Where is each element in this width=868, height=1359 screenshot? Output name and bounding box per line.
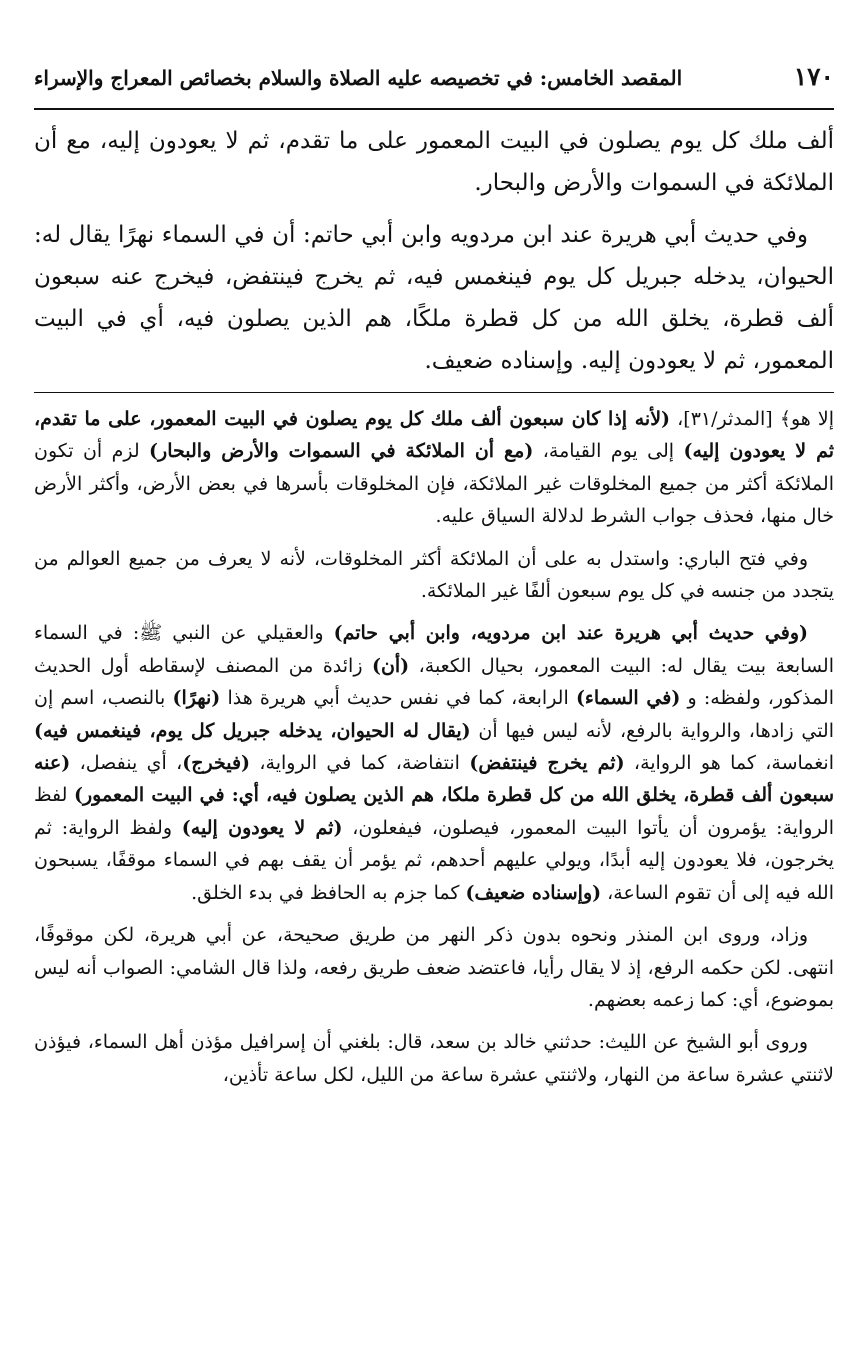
text-segment: لفظ الرواية: يؤمرون أن يأتوا البيت المعمور، فيصلون، فيفعلون، — [34, 784, 834, 839]
note-paragraph — [34, 403, 834, 533]
text-segment: وروى أبو الشيخ عن الليث: حدثني خالد بن سعد، قال: بلغني أن إسرافيل مؤذن أهل السماء، فيؤذن لاثنتي عشرة ساعة من النهار، ولاثنتي عشرة ساعة من الليل، لكل ساعة تأذين، — [34, 1031, 834, 1086]
note-paragraph — [34, 617, 834, 909]
text-segment: الرابعة، كما في نفس حديث أبي هريرة هذا — [220, 687, 576, 710]
page-header — [34, 62, 834, 106]
bold-quoted-text: (ثم يخرج فينتفض) — [469, 752, 625, 775]
text-segment: وفي فتح الباري: واستدل به على أن الملائكة أكثر المخلوقات، لأنه لا يعرف من جميع العوالم من يتجدد من جنسه في كل يوم سبعون ألفًا غير الملائكة. — [34, 547, 834, 603]
text-segment: والعقيلي عن النبي ﷺ: في السماء السابعة بيت يقال له: البيت المعمور، بحيال الكعبة، — [34, 622, 834, 677]
main-text — [34, 120, 834, 382]
bold-quoted-text: (يقال له الحيوان، يدخله جبريل كل يوم، فينغمس فيه) — [34, 719, 471, 742]
text-segment: ولفظ الرواية: ثم يخرجون، فلا يعودون إليه أبدًا، ويولي عليهم أحدهم، ثم يؤمر أن يقف بهم في السماء موقفًا، يسبحون الله فيه إلى أن تقوم الساعة، — [34, 816, 834, 904]
commentary-notes — [34, 403, 834, 1091]
text-segment: زائدة من المصنف لإسقاطه أول الحديث المذكور، ولفظه: و — [34, 654, 834, 710]
bold-quoted-text: (مع أن الملائكة في السموات والأرض والبحار) — [149, 440, 534, 463]
text-segment: بالنصب، اسم إن التي زادها، والرواية بالرفع، لأنه ليس فيها أن — [34, 687, 835, 742]
text-segment: وزاد، وروى ابن المنذر ونحوه بدون ذكر النهر من طريق صحيحة، عن أبي هريرة، لكن موقوفًا، انتهى. لكن حكمه الرفع، إذ لا يقال رأيا، فاعتضد ضعف طريق رفعه، ولذا قال الشامي: الصواب أنه ليس بموضوع، أي: كما زعمه بعضهم. — [34, 924, 834, 1011]
bold-quoted-text: (وإسناده ضعيف) — [465, 881, 602, 904]
bold-quoted-text: (نهرًا) — [172, 687, 221, 710]
text-segment: انغماسة، كما هو الرواية، — [624, 752, 835, 775]
note-paragraph — [34, 1026, 834, 1091]
bold-quoted-text: (ثم لا يعودون إليه) — [181, 816, 343, 839]
footnote-rule — [34, 392, 834, 393]
header-rule — [34, 108, 834, 110]
note-paragraph — [34, 543, 834, 608]
bold-quoted-text: (أن) — [371, 654, 410, 677]
running-title: المقصد الخامس: في تخصيصه عليه الصلاة والسلام بخصائص المعراج والإسراء — [34, 66, 683, 90]
text-segment: إلا هو﴾ [المدثر/٣١]، — [670, 408, 834, 430]
text-segment: كما جزم به الحافظ في بدء الخلق. — [191, 881, 466, 904]
text-segment: انتفاضة، كما في الرواية، — [250, 752, 470, 775]
bold-quoted-text: (فيخرج) — [182, 752, 251, 775]
text-segment: لزم أن تكون الملائكة أكثر من جميع المخلوقات غير الملائكة، فإن المخلوقات بأسرها في بعض الأرض، وأكثر الأرض خال منها، فحذف جواب الشرط لدلالة السياق عليه. — [34, 440, 834, 528]
note-paragraph — [34, 919, 834, 1016]
text-segment: وفي حديث أبي هريرة عند ابن مردويه وابن أبي حاتم: أن في السماء نهرًا يقال له: الحيوان، يدخله جبريل كل يوم فينغمس فيه، ثم يخرج فينتفض، فيخرج عنه سبعون ألف قطرة، يخلق الله من كل قطرة ملكًا، هم الذين يصلون فيه، أي في البيت المعمور، ثم لا يعودون إليه. وإسناده ضعيف. — [34, 222, 834, 374]
main-paragraph — [34, 120, 834, 204]
main-paragraph — [34, 214, 834, 382]
page-number: ١٧٠ — [793, 62, 834, 91]
text-segment: ألف ملك كل يوم يصلون في البيت المعمور على ما تقدم، ثم لا يعودون إليه، مع أن الملائكة في السموات والأرض والبحار. — [34, 128, 834, 196]
text-segment: ، أي ينفصل، — [70, 752, 183, 775]
text-segment: إلى يوم القيامة، — [533, 440, 684, 463]
bold-quoted-text: (لأنه إذا كان سبعون ألف ملك كل يوم يصلون في البيت المعمور، على ما تقدم، ثم لا يعودون إليه) — [34, 408, 835, 463]
bold-quoted-text: (عنه سبعون ألف قطرة، يخلق الله من كل قطرة ملكا، هم الذين يصلون فيه، أي: في البيت المعمور) — [34, 752, 834, 807]
bold-quoted-text: (في السماء) — [575, 687, 681, 710]
bold-quoted-text: (وفي حديث أبي هريرة عند ابن مردويه، وابن أبي حاتم) — [333, 622, 808, 645]
